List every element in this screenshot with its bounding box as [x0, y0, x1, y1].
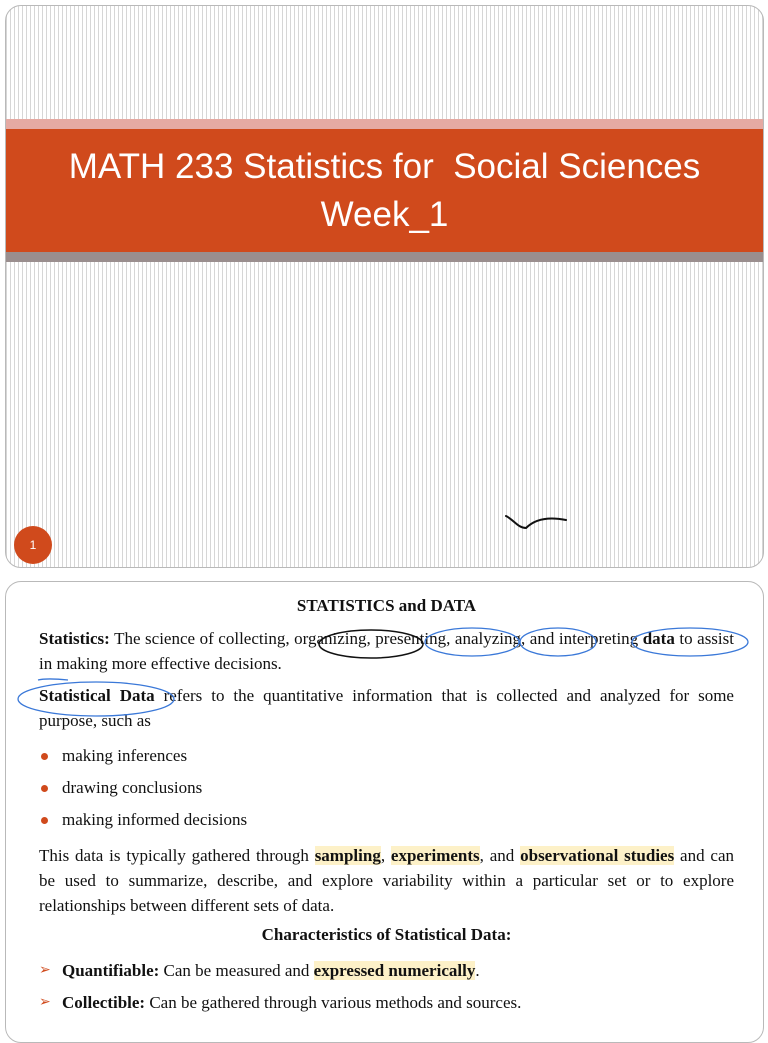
characteristic-text: Can be measured and: [159, 961, 314, 980]
list-item: [39, 955, 734, 987]
purpose-list: [39, 740, 734, 836]
list-item: [39, 987, 734, 1019]
list-item: drawing conclusions: [39, 772, 734, 804]
arrow-bullet-icon: ➢: [39, 963, 51, 978]
slide-heading: STATISTICS and DATA: [296, 596, 477, 615]
gathering-text: , and: [479, 846, 521, 865]
gathering-paragraph: [39, 843, 734, 918]
title-band: [6, 129, 763, 252]
content-slide: [5, 581, 764, 1043]
gathering-text: and can be used to summarize, describe, and explore variability within a particular set or to explore relationships between different sets of data.: [39, 846, 735, 915]
gathering-text: This data is typically gathered through: [39, 846, 315, 865]
slide-content: [39, 596, 734, 1019]
characteristic-text-end: .: [475, 961, 480, 980]
list-item: making inferences: [39, 740, 734, 772]
title-band-top-stripe: [6, 119, 763, 129]
observational-studies-term: observational studies: [520, 846, 675, 865]
statistics-definition-text: The science of collecting, organizing, presenting, analyzing, and interpreting: [109, 629, 643, 648]
arrow-bullet-icon: ➢: [39, 995, 51, 1010]
slide-title-line-2: Week_1: [320, 194, 449, 234]
statistical-data-definition: [39, 683, 734, 733]
page-number-badge: 1: [14, 526, 52, 564]
statistical-data-term: Statistical Data: [39, 686, 155, 705]
expressed-numerically-term: expressed numerically: [313, 961, 476, 980]
quantifiable-term: Quantifiable:: [62, 961, 160, 980]
statistics-definition: [39, 626, 734, 676]
title-slide: [5, 5, 764, 568]
data-word: data: [642, 629, 675, 648]
list-item: making informed decisions: [39, 804, 734, 836]
experiments-term: experiments: [390, 846, 480, 865]
title-band-bottom-stripe: [6, 252, 763, 262]
characteristic-text: Can be gathered through various methods and sources.: [145, 993, 522, 1012]
statistical-data-text: refers to the quantitative information that is collected and analyzed for some purpose, such as: [39, 686, 734, 730]
sampling-term: sampling: [314, 846, 381, 865]
characteristics-heading: Characteristics of Statistical Data:: [261, 925, 512, 944]
characteristics-list: [39, 955, 734, 1019]
gathering-text: ,: [380, 846, 391, 865]
statistics-term: Statistics:: [39, 629, 110, 648]
statistics-definition-text-end: to assist in making more effective decisions.: [39, 629, 734, 673]
slide-title-line-1: MATH 233 Statistics for Social Sciences: [68, 146, 701, 186]
handwritten-squiggle-icon: [504, 506, 574, 536]
collectible-term: Collectible:: [62, 993, 146, 1012]
